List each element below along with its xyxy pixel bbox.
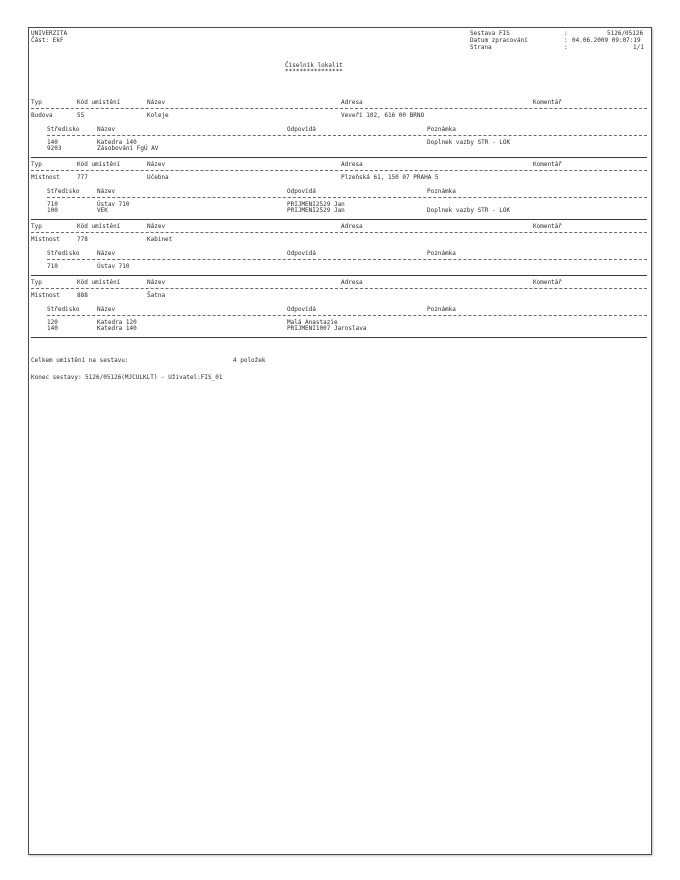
location-kod: 55 <box>77 112 85 119</box>
report-colon: : <box>564 30 568 37</box>
row-nazev: Katedra 140 <box>97 325 137 332</box>
report-label: Sestava FIS <box>470 30 510 37</box>
total-value: 4 položek <box>233 357 266 364</box>
sub-header-divider <box>47 135 647 136</box>
report-number: 5126/05126 <box>607 30 644 37</box>
page-number: 1/1 <box>633 44 644 51</box>
col-kod: Kód umístění <box>77 99 121 106</box>
org-part: Část: EkF <box>31 37 64 44</box>
col-odpovida: Odpovídá <box>287 126 316 133</box>
col-komentar: Komentář <box>533 223 562 230</box>
block-divider <box>31 337 647 338</box>
row-nazev: Ústav 710 <box>97 201 130 208</box>
header-divider <box>31 108 647 109</box>
col-typ: Typ <box>31 279 42 286</box>
row-stredisko: 140 <box>47 139 58 146</box>
location-adresa: Veveří 102, 616 00 BRNO <box>341 112 425 119</box>
location-kod: 777 <box>77 174 88 181</box>
col-stredisko: Středisko <box>47 306 80 313</box>
total-label: Celkem umístění na sestavu: <box>31 357 129 364</box>
col-nazev: Název <box>147 161 166 168</box>
location-kod: 888 <box>77 292 88 299</box>
col-nazev: Název <box>147 223 166 230</box>
row-nazev: Katedra 140 <box>97 139 137 146</box>
header-divider <box>31 232 647 233</box>
col-odpovida: Odpovídá <box>287 250 316 257</box>
row-stredisko: 140 <box>47 325 58 332</box>
row-nazev: Katedra 120 <box>97 319 137 326</box>
col-stredisko: Středisko <box>47 126 80 133</box>
org-name: UNIVERZITA <box>31 30 68 37</box>
location-typ: Budova <box>31 112 53 119</box>
sub-header-divider <box>47 259 647 260</box>
col-sub-nazev: Název <box>97 188 116 195</box>
col-kod: Kód umístění <box>77 161 121 168</box>
col-komentar: Komentář <box>533 161 562 168</box>
col-adresa: Adresa <box>341 279 363 286</box>
location-typ: Místnost <box>31 174 60 181</box>
col-adresa: Adresa <box>341 223 363 230</box>
location-nazev: Koleje <box>147 112 169 119</box>
location-nazev: Šatna <box>147 292 166 299</box>
location-typ: Místnost <box>31 236 60 243</box>
row-odpovida: PRIJMENI2529 Jan <box>287 201 345 208</box>
location-typ: Místnost <box>31 292 60 299</box>
col-typ: Typ <box>31 99 42 106</box>
block-divider <box>31 275 647 276</box>
header-divider <box>31 288 647 289</box>
col-stredisko: Středisko <box>47 250 80 257</box>
col-poznamka: Poznámka <box>427 188 456 195</box>
col-poznamka: Poznámka <box>427 250 456 257</box>
row-stredisko: 9203 <box>47 145 62 152</box>
col-nazev: Název <box>147 279 166 286</box>
block-divider <box>31 157 647 158</box>
col-poznamka: Poznámka <box>427 306 456 313</box>
col-odpovida: Odpovídá <box>287 188 316 195</box>
col-stredisko: Středisko <box>47 188 80 195</box>
block-divider <box>31 219 647 220</box>
row-stredisko: 710 <box>47 201 58 208</box>
row-stredisko: 100 <box>47 207 58 214</box>
col-sub-nazev: Název <box>97 126 116 133</box>
sub-header-divider <box>47 315 647 316</box>
col-typ: Typ <box>31 223 42 230</box>
row-nazev: VEK <box>97 207 108 214</box>
processed-label: Datum zpracování <box>470 37 528 44</box>
processed-colon: : <box>564 37 568 44</box>
col-sub-nazev: Název <box>97 250 116 257</box>
report-title-underline: **************** <box>285 68 343 75</box>
row-odpovida: PRIJMENI1007 Jaroslava <box>287 325 367 332</box>
row-nazev: Zásobování FgÚ AV <box>97 145 159 152</box>
location-kod: 778 <box>77 236 88 243</box>
col-komentar: Komentář <box>533 279 562 286</box>
row-stredisko: 710 <box>47 263 58 270</box>
row-poznamka: Doplnek vazby STR - LOK <box>427 207 511 214</box>
col-sub-nazev: Název <box>97 306 116 313</box>
col-typ: Typ <box>31 161 42 168</box>
report-page <box>28 27 652 855</box>
location-nazev: Kabinet <box>147 236 173 243</box>
page-label: Strana <box>470 44 492 51</box>
row-nazev: Ústav 710 <box>97 263 130 270</box>
row-stredisko: 120 <box>47 319 58 326</box>
location-nazev: Učebna <box>147 174 169 181</box>
col-poznamka: Poznámka <box>427 126 456 133</box>
col-adresa: Adresa <box>341 99 363 106</box>
col-kod: Kód umístění <box>77 279 121 286</box>
row-odpovida: Malá Anastazie <box>287 319 338 326</box>
header-divider <box>31 170 647 171</box>
report-end-line: Konec sestavy: 5126/05126(MJCULKLT) - Uživatel:FIS_01 <box>31 374 223 381</box>
processed-datetime: 04.06.2009 09:07:19 <box>572 37 641 44</box>
location-adresa: Plzeňská 61, 150 07 PRAHA 5 <box>341 174 439 181</box>
col-komentar: Komentář <box>533 99 562 106</box>
col-odpovida: Odpovídá <box>287 306 316 313</box>
row-odpovida: PRIJMENI2529 Jan <box>287 207 345 214</box>
col-nazev: Název <box>147 99 166 106</box>
sub-header-divider <box>47 197 647 198</box>
report-title: Číselník lokalit <box>285 62 343 69</box>
col-kod: Kód umístění <box>77 223 121 230</box>
row-poznamka: Doplnek vazby STR - LOK <box>427 139 511 146</box>
col-adresa: Adresa <box>341 161 363 168</box>
page-colon: : <box>564 44 568 51</box>
